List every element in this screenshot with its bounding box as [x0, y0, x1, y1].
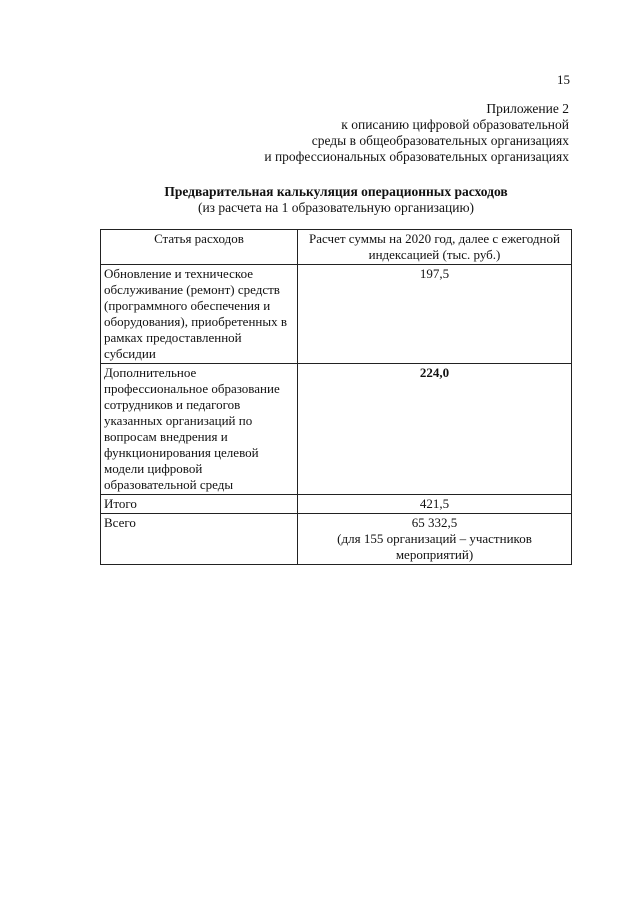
row-item: Обновление и техническое обслуживание (ремонт) средств (программного обеспечения и оборудования), приобретенных в рамках предоставленной субсидии [101, 265, 298, 364]
table-row [101, 265, 572, 364]
row-amount: 421,5 [298, 495, 572, 514]
appendix-line: Приложение 2 [486, 101, 569, 116]
appendix-line: к описанию цифровой образовательной [341, 117, 569, 132]
row-amount-note: (для 155 организаций – участников мероприятий) [337, 531, 532, 562]
document-title: Предварительная калькуляция операционных расходов [164, 184, 508, 199]
header-amount: Расчет суммы на 2020 год, далее с ежегодной индексацией (тыс. руб.) [298, 230, 572, 265]
table-row [101, 364, 572, 495]
appendix-header [264, 101, 569, 165]
appendix-line: и профессиональных образовательных организациях [264, 149, 569, 164]
table-header-row [101, 230, 572, 265]
row-amount: 65 332,5 [411, 515, 458, 530]
row-amount: 197,5 [298, 265, 572, 364]
row-item: Всего [101, 514, 298, 565]
appendix-line: среды в общеобразовательных организациях [311, 133, 569, 148]
header-item: Статья расходов [101, 230, 298, 265]
table-row-subtotal [101, 495, 572, 514]
row-amount: 224,0 [298, 364, 572, 495]
cost-table [100, 229, 572, 565]
row-item: Дополнительное профессиональное образование сотрудников и педагогов указанных организаций по вопросам внедрения и функционирования целевой модели цифровой образовательной среды [101, 364, 298, 495]
table-row-total [101, 514, 572, 565]
row-amount-cell [298, 514, 572, 565]
document-heading [100, 184, 572, 216]
page-number: 15 [557, 72, 570, 87]
row-item: Итого [101, 495, 298, 514]
document-subtitle: (из расчета на 1 образовательную организацию) [197, 200, 475, 215]
